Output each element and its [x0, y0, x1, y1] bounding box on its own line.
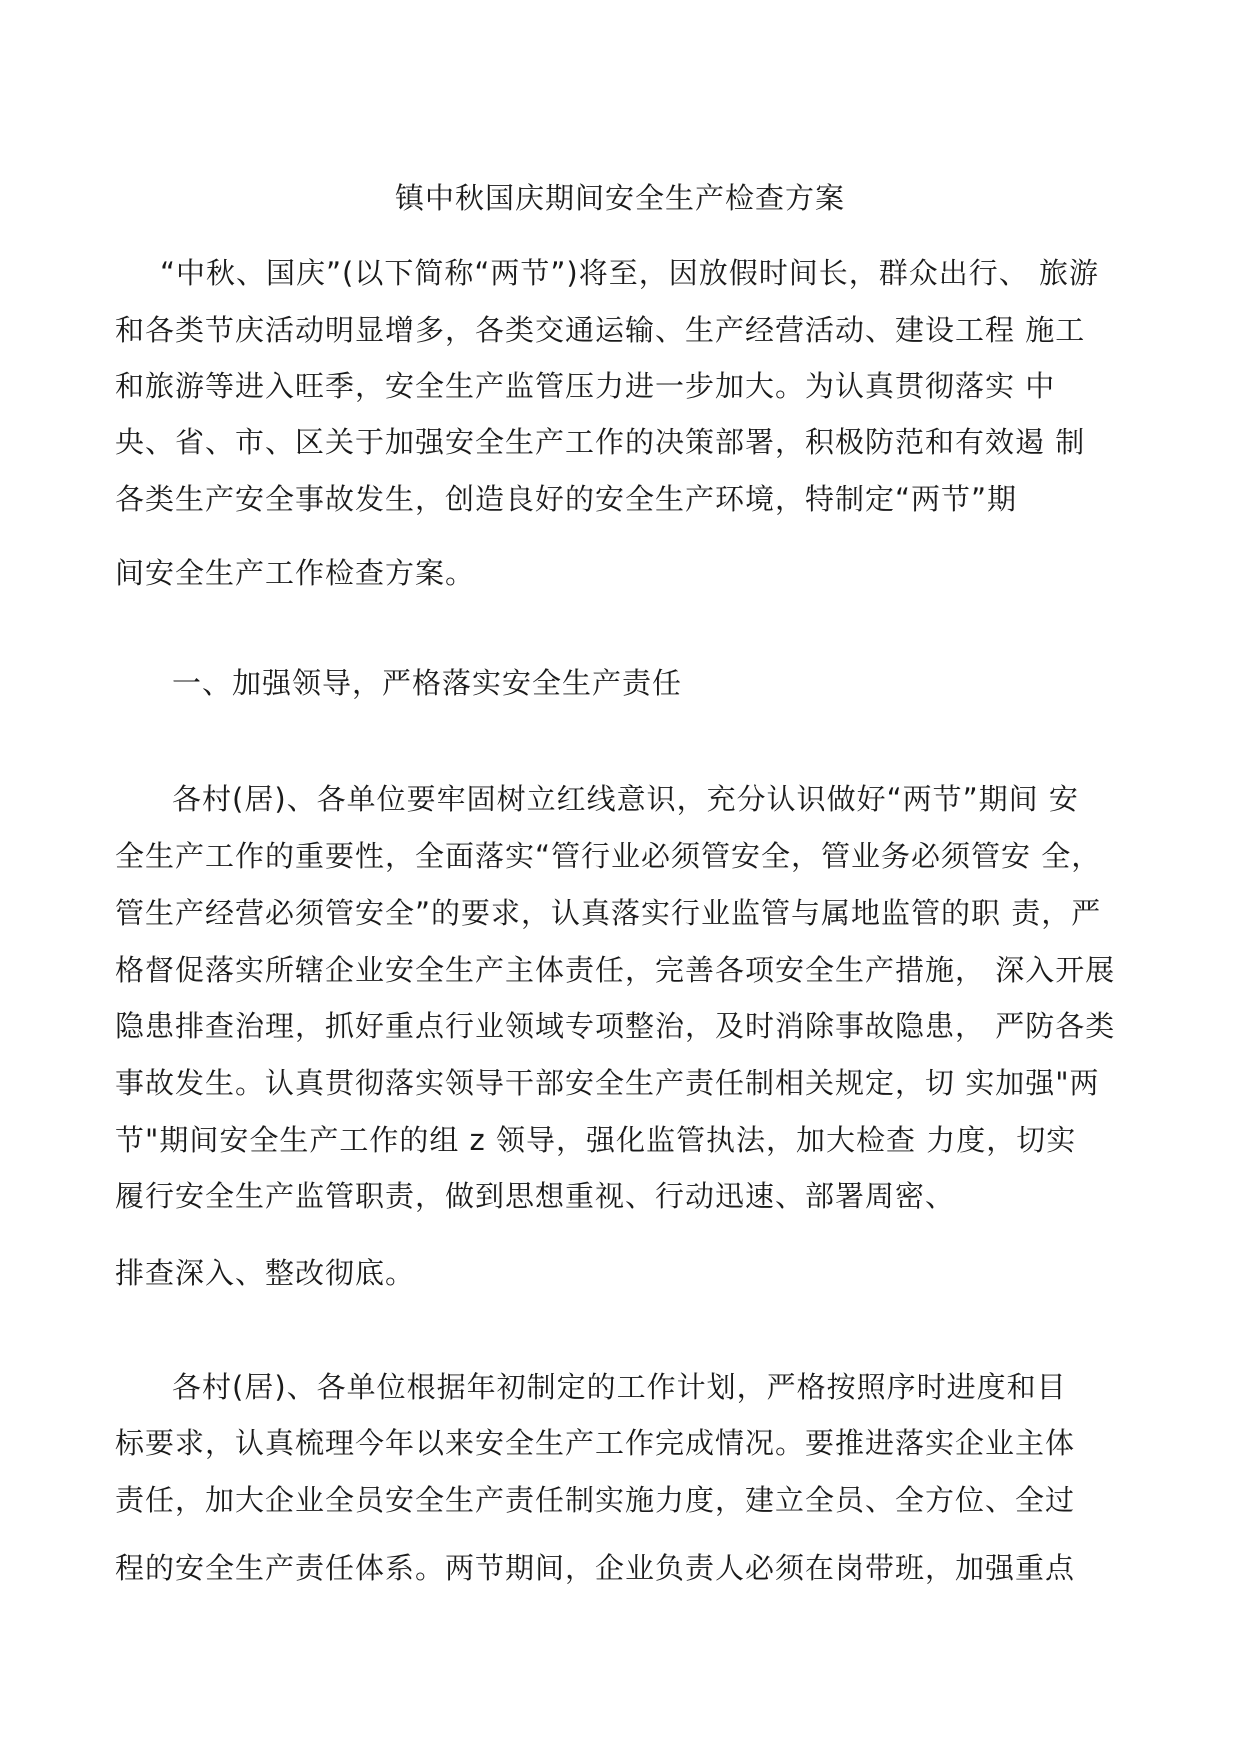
intro-line-5: 各类生产安全事故发生，创造良好的安全生产环境，特制定“两节”期: [115, 482, 1018, 516]
intro-line-4: 央、省、市、区关于加强安全生产工作的决策部署，积极防范和有效遏 制: [115, 425, 1086, 459]
para2-line-3: 责任，加大企业全员安全生产责任制实施力度，建立全员、全方位、全过: [115, 1483, 1076, 1517]
intro-line-3: 和旅游等进入旺季，安全生产监管压力进一步加大。为认真贯彻落实 中: [115, 369, 1056, 403]
para2-line-4: 程的安全生产责任体系。两节期间，企业负责人必须在岗带班，加强重点: [115, 1551, 1076, 1585]
intro-line-1: “中秋、国庆”(以下简称“两节”)将至，因放假时间长，群众出行、 旅游: [160, 256, 1099, 290]
section-heading-1: 一、加强领导，严格落实安全生产责任: [172, 666, 683, 700]
para1-line-6: 事故发生。认真贯彻落实领导干部安全生产责任制相关规定，切 实加强"两: [115, 1066, 1100, 1100]
document-title: 镇中秋国庆期间安全生产检查方案: [394, 181, 845, 215]
para1-line-2: 全生产工作的重要性，全面落实“管行业必须管安全，管业务必须管安 全，: [115, 839, 1102, 873]
para1-line-9: 排查深入、整改彻底。: [115, 1256, 416, 1290]
para1-line-7: 节"期间安全生产工作的组 z 领导，强化监管执法，加大检查 力度，切实: [115, 1123, 1077, 1157]
intro-line-2: 和各类节庆活动明显增多，各类交通运输、生产经营活动、建设工程 施工: [115, 313, 1086, 347]
para1-line-8: 履行安全生产监管职责，做到思想重视、行动迅速、部署周密、: [115, 1179, 956, 1213]
para1-line-4: 格督促落实所辖企业安全生产主体责任，完善各项安全生产措施， 深入开展: [115, 953, 1116, 987]
para1-line-3: 管生产经营必须管安全”的要求，认真落实行业监管与属地监管的职 责，严: [115, 896, 1102, 930]
para1-line-5: 隐患排查治理，抓好重点行业领域专项整治，及时消除事故隐患， 严防各类: [115, 1009, 1116, 1043]
para2-line-1: 各村(居)、各单位根据年初制定的工作计划，严格按照序时进度和目: [172, 1370, 1067, 1404]
para1-line-1: 各村(居)、各单位要牢固树立红线意识，充分认识做好“两节”期间 安: [172, 782, 1079, 816]
intro-line-6: 间安全生产工作检查方案。: [115, 556, 476, 590]
para2-line-2: 标要求，认真梳理今年以来安全生产工作完成情况。要推进落实企业主体: [115, 1426, 1076, 1460]
